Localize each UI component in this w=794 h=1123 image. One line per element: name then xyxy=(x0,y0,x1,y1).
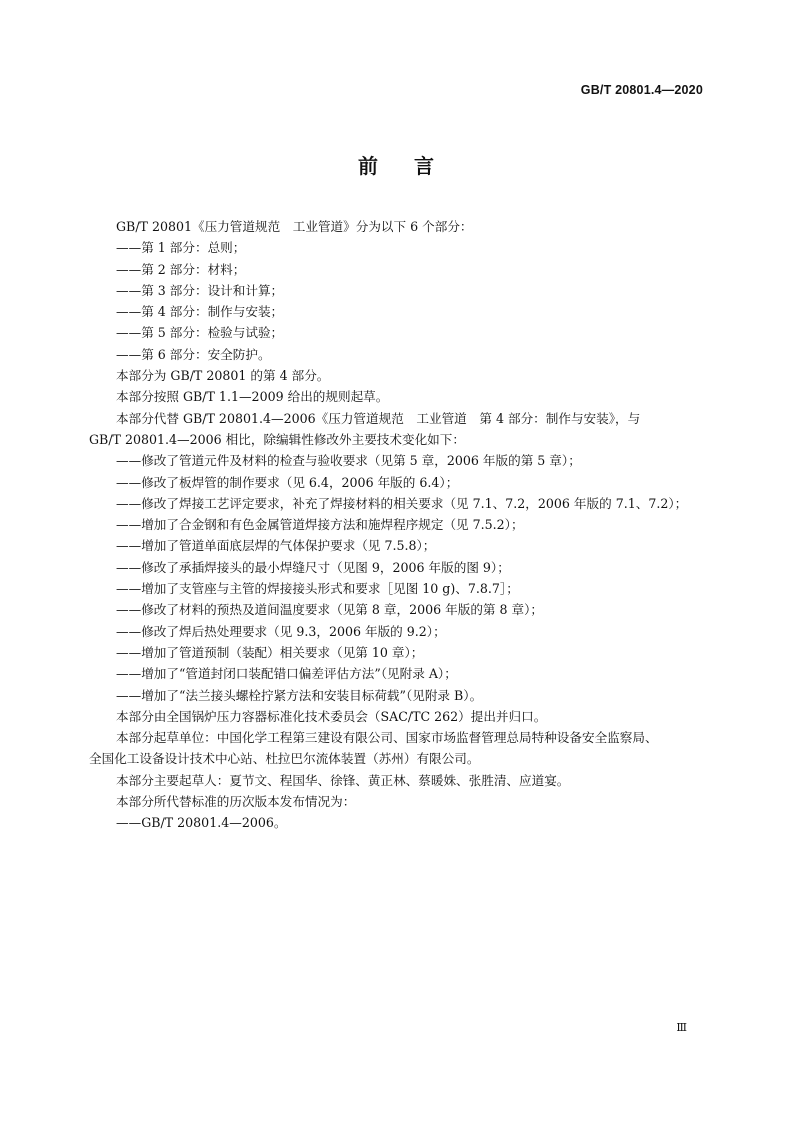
paragraph-line: 本部分起草单位：中国化学工程第三建设有限公司、国家市场监督管理总局特种设备安全监察局、 xyxy=(116,730,658,746)
page-number: Ⅲ xyxy=(676,1021,687,1034)
paragraph-line: ——增加了管道单面底层焊的气体保护要求（见 7.5.8）； xyxy=(116,538,436,554)
paragraph-line: 本部分为 GB/T 20801 的第 4 部分。 xyxy=(116,368,330,384)
paragraph-line: 全国化工设备设计技术中心站、杜拉巴尔流体装置（苏州）有限公司。 xyxy=(89,751,480,767)
paragraph-line: ——增加了合金钢和有色金属管道焊接方法和施焊程序规定（见 7.5.2）； xyxy=(116,517,524,533)
paragraph-line: ——修改了承插焊接头的最小焊缝尺寸（见图 9，2006 年版的图 9）； xyxy=(116,559,510,575)
paragraph-line: ——第 3 部分：设计和计算； xyxy=(116,282,284,298)
paragraph-line: ——修改了焊接工艺评定要求，补充了焊接材料的相关要求（见 7.1、7.2，2006 年版的 7.1、7.2）； xyxy=(116,495,688,511)
paragraph-line: ——第 6 部分：安全防护。 xyxy=(116,346,271,362)
paragraph-line: ——增加了支管座与主管的焊接接头形式和要求［见图 10 g)、7.8.7］； xyxy=(116,581,519,597)
paragraph-line: GB/T 20801《压力管道规范 工业管道》分为以下 6 个部分： xyxy=(116,219,473,234)
paragraph-line: ——修改了管道元件及材料的检查与验收要求（见第 5 章，2006 年版的第 5 章）； xyxy=(116,453,581,469)
paragraph-line: 本部分按照 GB/T 1.1—2009 给出的规则起草。 xyxy=(116,389,389,405)
page-title xyxy=(0,150,794,179)
paragraph-line: 本部分所代替标准的历次版本发布情况为： xyxy=(116,794,356,810)
paragraph-line: ——第 5 部分：检验与试验； xyxy=(116,325,284,341)
paragraph-line: ——增加了管道预制（装配）相关要求（见第 10 章）； xyxy=(116,644,424,660)
foreword-body xyxy=(89,216,705,834)
paragraph-line: ——第 1 部分：总则； xyxy=(116,240,246,256)
paragraph-line: ——第 2 部分：材料； xyxy=(116,261,246,277)
paragraph-line: ——修改了材料的预热及道间温度要求（见第 8 章，2006 年版的第 8 章）； xyxy=(116,602,544,618)
paragraph-line: ——修改了板焊管的制作要求（见 6.4，2006 年版的 6.4）； xyxy=(116,474,459,490)
paragraph-line: ——GB/T 20801.4—2006。 xyxy=(116,815,287,831)
paragraph-line: 本部分代替 GB/T 20801.4—2006《压力管道规范 工业管道 第 4 部分：制作与安装》，与 xyxy=(116,410,641,426)
paragraph-line: ——修改了焊后热处理要求（见 9.3，2006 年版的 9.2）； xyxy=(116,623,446,639)
standard-code: GB/T 20801.4—2020 xyxy=(580,83,703,97)
paragraph-line: ——增加了“管道封闭口装配错口偏差评估方法”（见附录 A）； xyxy=(116,666,457,682)
paragraph-line: 本部分由全国锅炉压力容器标准化技术委员会（SAC/TC 262）提出并归口。 xyxy=(116,708,547,724)
paragraph-line: GB/T 20801.4—2006 相比，除编辑性修改外主要技术变化如下： xyxy=(89,431,465,447)
title-char-1: 前 xyxy=(358,154,380,178)
paragraph-line: ——第 4 部分：制作与安装； xyxy=(116,304,284,320)
title-char-2: 言 xyxy=(414,154,436,178)
paragraph-line: ——增加了“法兰接头螺栓拧紧方法和安装目标荷载”（见附录 B）。 xyxy=(116,687,483,703)
paragraph-line: 本部分主要起草人：夏节文、程国华、徐锋、黄正林、蔡暖姝、张胜清、应道宴。 xyxy=(116,772,570,788)
